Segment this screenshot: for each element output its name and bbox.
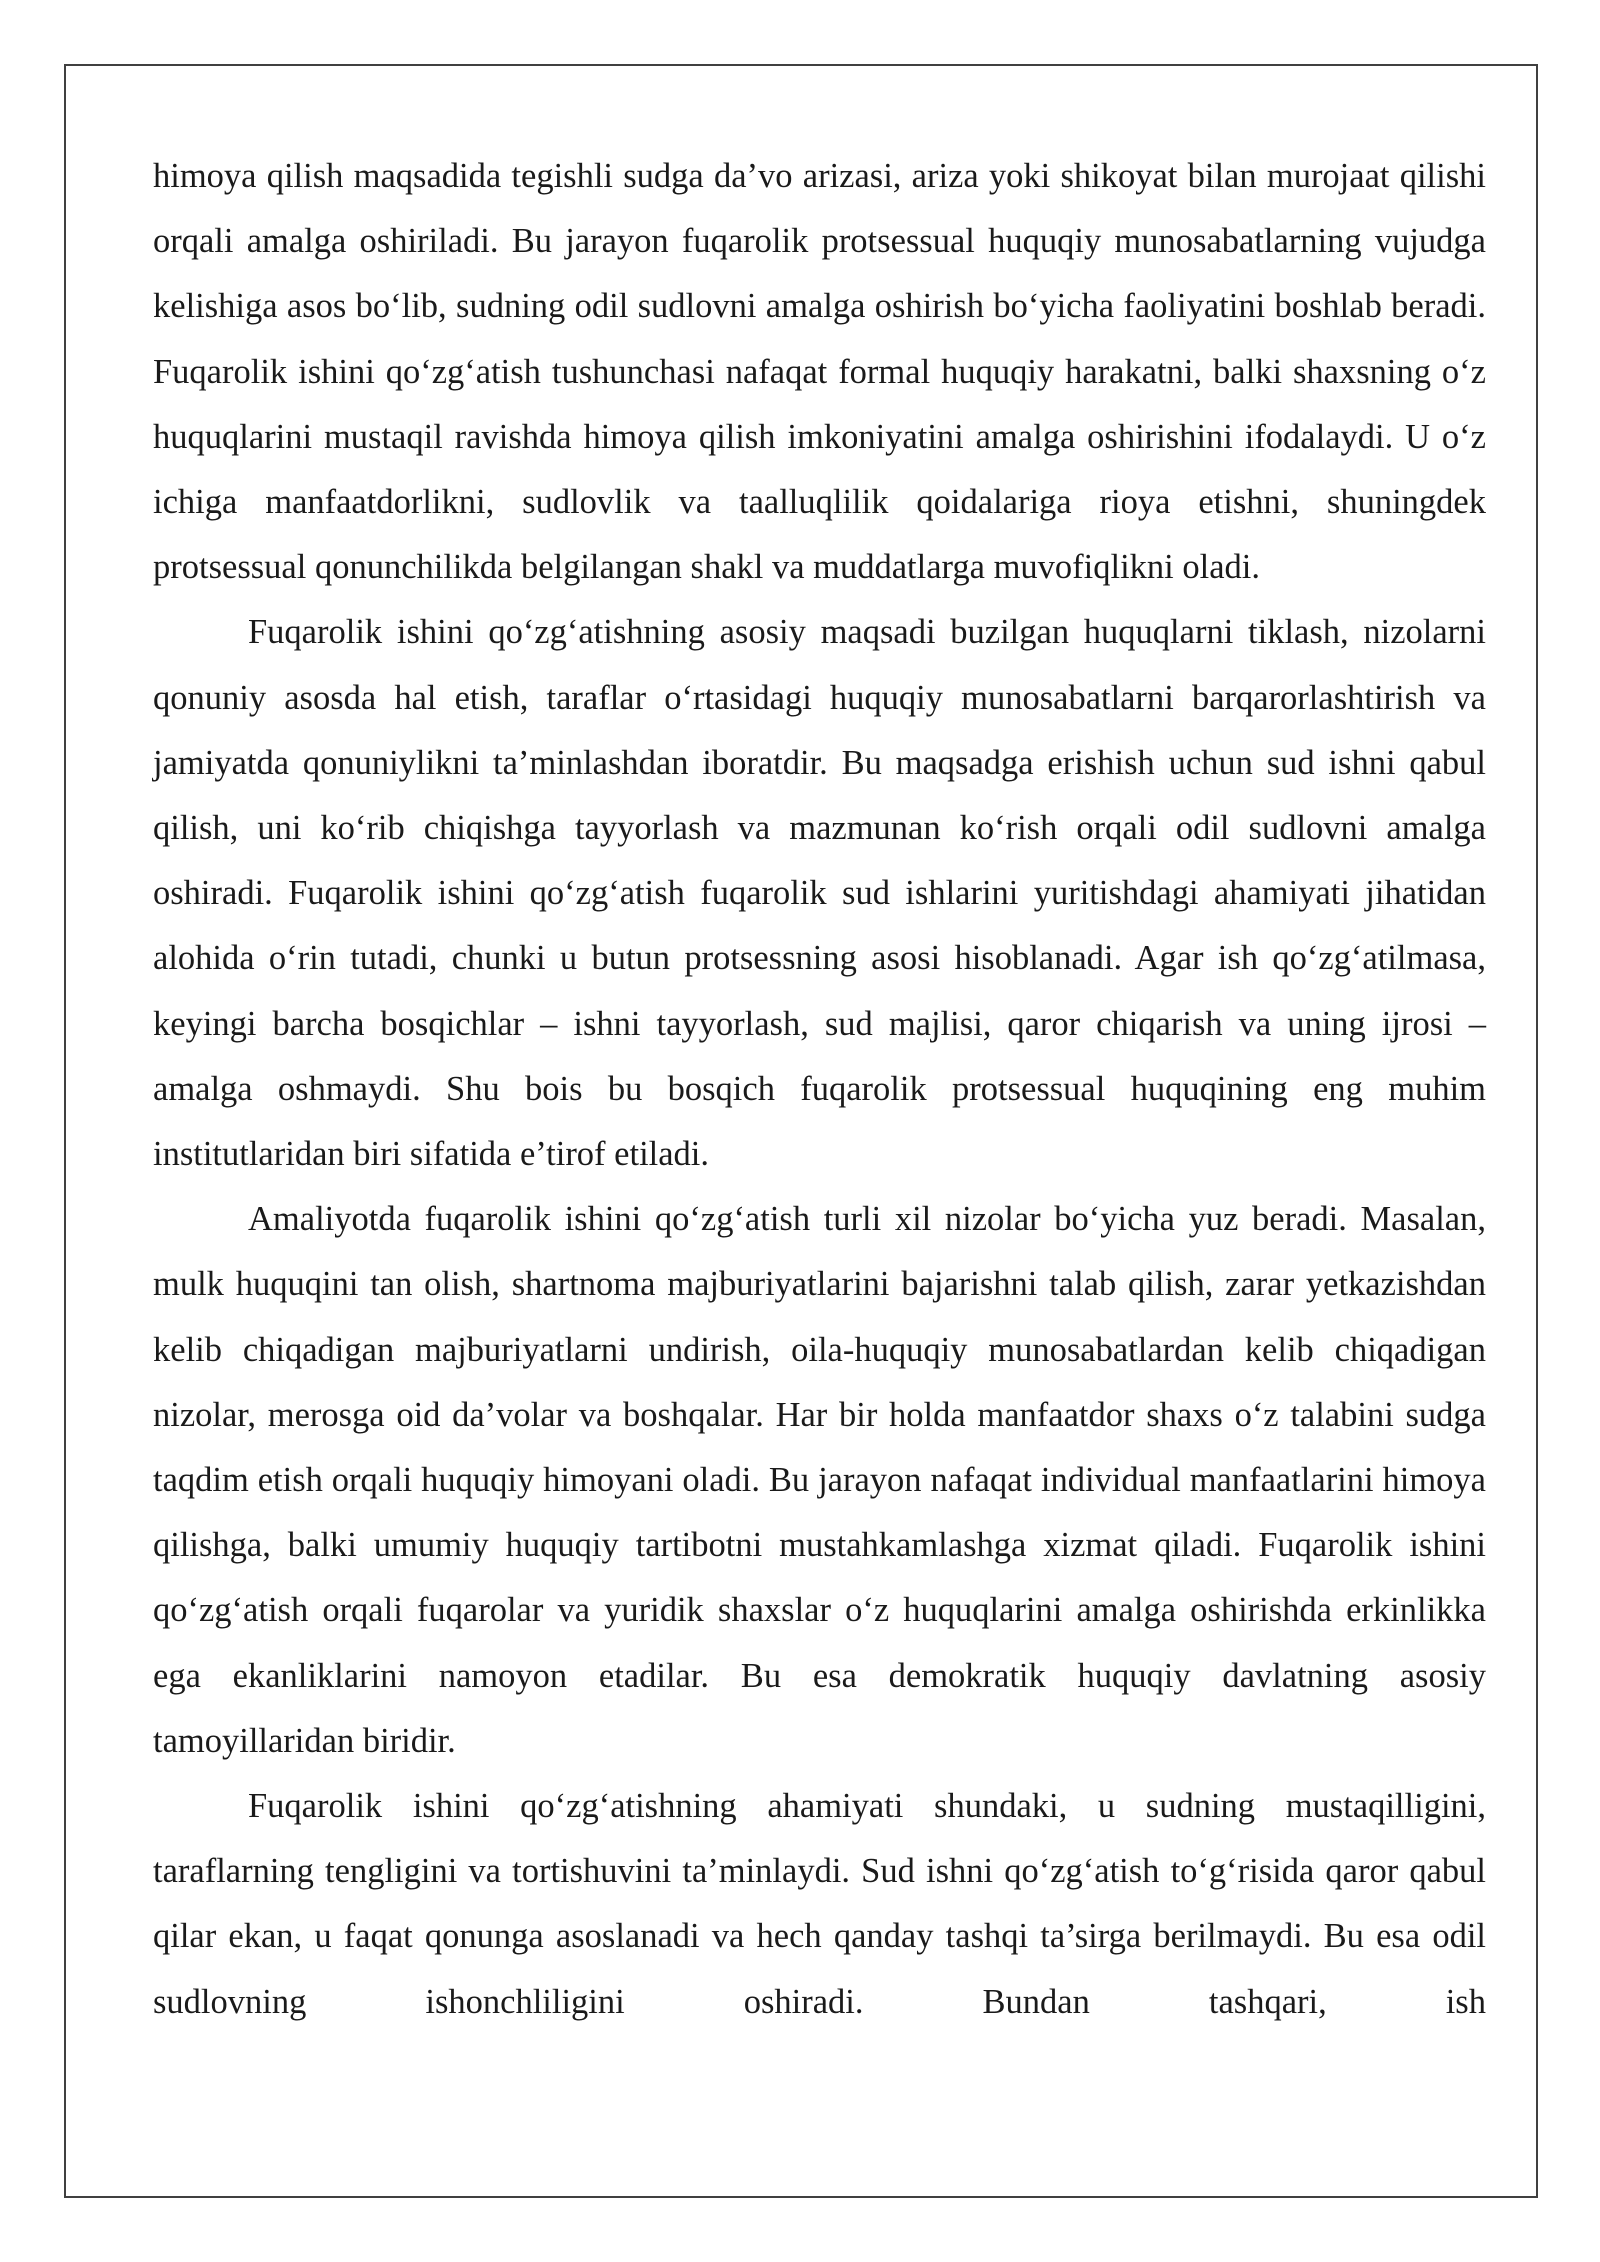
paragraph: Fuqarolik ishini qo‘zg‘atishning ahamiyati shundaki, u sudning mustaqilligini, taraflarning tengligini va tortishuvini ta’minlaydi. Sud ishni qo‘zg‘atish to‘g‘risida qaror qabul qilar ekan, u faqat qonunga asoslanadi va hech qanday tashqi ta’sirga berilmaydi. Bu esa odil sudlovning ishonchliligini oshiradi. Bundan tashqari, ish: [153, 1787, 1486, 2021]
paragraph-continuation: himoya qilish maqsadida tegishli sudga da’vo arizasi, ariza yoki shikoyat bilan murojaat qilishi orqali amalga oshiriladi. Bu jarayon fuqarolik protsessual huquqiy munosabatlarning vujudga kelishiga asos bo‘lib, sudning odil sudlovni amalga oshirish bo‘yicha faoliyatini boshlab beradi. Fuqarolik ishini qo‘zg‘atish tushunchasi nafaqat formal huquqiy harakatni, balki shaxsning o‘z huquqlarini mustaqil ravishda himoya qilish imkoniyatini amalga oshirishini ifodalaydi. U o‘z ichiga manfaatdorlikni, sudlovlik va taalluqlilik qoidalariga rioya etishni, shuningdek protsessual qonunchilikda belgilangan shakl va muddatlarga muvofiqlikni oladi.: [153, 157, 1486, 587]
paragraph: Amaliyotda fuqarolik ishini qo‘zg‘atish turli xil nizolar bo‘yicha yuz beradi. Masalan, mulk huquqini tan olish, shartnoma majburiyatlarini bajarishni talab qilish, zarar yetkazishdan kelib chiqadigan majburiyatlarni undirish, oila-huquqiy munosabatlardan kelib chiqadigan nizolar, merosga oid da’volar va boshqalar. Har bir holda manfaatdor shaxs o‘z talabini sudga taqdim etish orqali huquqiy himoyani oladi. Bu jarayon nafaqat individual manfaatlarini himoya qilishga, balki umumiy huquqiy tartibotni mustahkamlashga xizmat qiladi. Fuqarolik ishini qo‘zg‘atish orqali fuqarolar va yuridik shaxslar o‘z huquqlarini amalga oshirishda erkinlikka ega ekanliklarini namoyon etadilar. Bu esa demokratik huquqiy davlatning asosiy tamoyillaridan biridir.: [153, 1200, 1486, 1760]
paragraph: Fuqarolik ishini qo‘zg‘atishning asosiy maqsadi buzilgan huquqlarni tiklash, nizolarni qonuniy asosda hal etish, taraflar o‘rtasidagi huquqiy munosabatlarni barqarorlashtirish va jamiyatda qonuniylikni ta’minlashdan iboratdir. Bu maqsadga erishish uchun sud ishni qabul qilish, uni ko‘rib chiqishga tayyorlash va mazmunan ko‘rish orqali odil sudlovni amalga oshiradi. Fuqarolik ishini qo‘zg‘atish fuqarolik sud ishlarini yuritishdagi ahamiyati jihatidan alohida o‘rin tutadi, chunki u butun protsessning asosi hisoblanadi. Agar ish qo‘zg‘atilmasa, keyingi barcha bosqichlar – ishni tayyorlash, sud majlisi, qaror chiqarish va uning ijrosi – amalga oshmaydi. Shu bois bu bosqich fuqarolik protsessual huquqining eng muhim institutlaridan biri sifatida e’tirof etiladi.: [153, 613, 1486, 1174]
document-body: [153, 144, 1486, 2035]
